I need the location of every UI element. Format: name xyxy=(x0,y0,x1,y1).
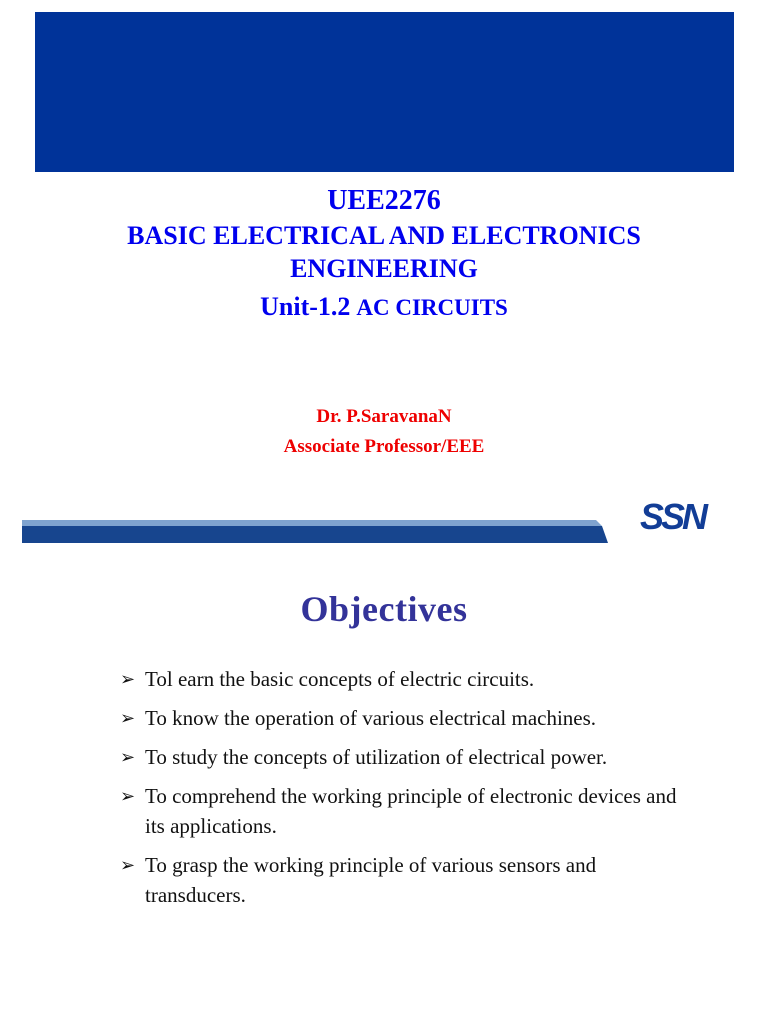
author-title: Associate Professor/EEE xyxy=(283,436,485,457)
arrowhead-bullet-icon: ➢ xyxy=(120,708,136,728)
objective-text: Tol earn the basic concepts of electric circuits. xyxy=(145,667,535,691)
unit-line xyxy=(0,289,768,326)
course-name-line-1: BASIC ELECTRICAL AND ELECTRONICS xyxy=(127,221,641,250)
author-name: Dr. P.SaravanaN xyxy=(316,406,452,427)
course-code: UEE2276 xyxy=(327,185,441,216)
course-name-line-2: ENGINEERING xyxy=(290,254,478,283)
objective-text: To grasp the working principle of various sensors and transducers. xyxy=(145,853,597,907)
objectives-slide xyxy=(0,560,768,1024)
objective-text: To know the operation of various electrical machines. xyxy=(145,706,597,730)
objectives-heading: Objectives xyxy=(300,589,468,629)
list-item xyxy=(120,850,680,910)
arrowhead-bullet-icon: ➢ xyxy=(120,669,136,689)
objective-text: To study the concepts of utilization of electrical power. xyxy=(145,745,608,769)
arrowhead-bullet-icon: ➢ xyxy=(120,855,136,875)
unit-topic: AC CIRCUITS xyxy=(356,295,508,320)
list-item xyxy=(120,703,680,733)
list-item xyxy=(120,664,680,694)
objective-list xyxy=(120,664,680,919)
author-block xyxy=(0,402,768,462)
ssn-logo: SSN xyxy=(640,496,706,537)
unit-label: Unit-1.2 xyxy=(260,292,351,321)
objective-text: To comprehend the working principle of electronic devices and its applications. xyxy=(145,784,677,838)
arrowhead-bullet-icon: ➢ xyxy=(120,747,136,767)
top-blue-banner xyxy=(35,12,734,172)
title-block xyxy=(0,183,768,326)
arrowhead-bullet-icon: ➢ xyxy=(120,786,136,806)
list-item xyxy=(120,781,680,841)
list-item xyxy=(120,742,680,772)
